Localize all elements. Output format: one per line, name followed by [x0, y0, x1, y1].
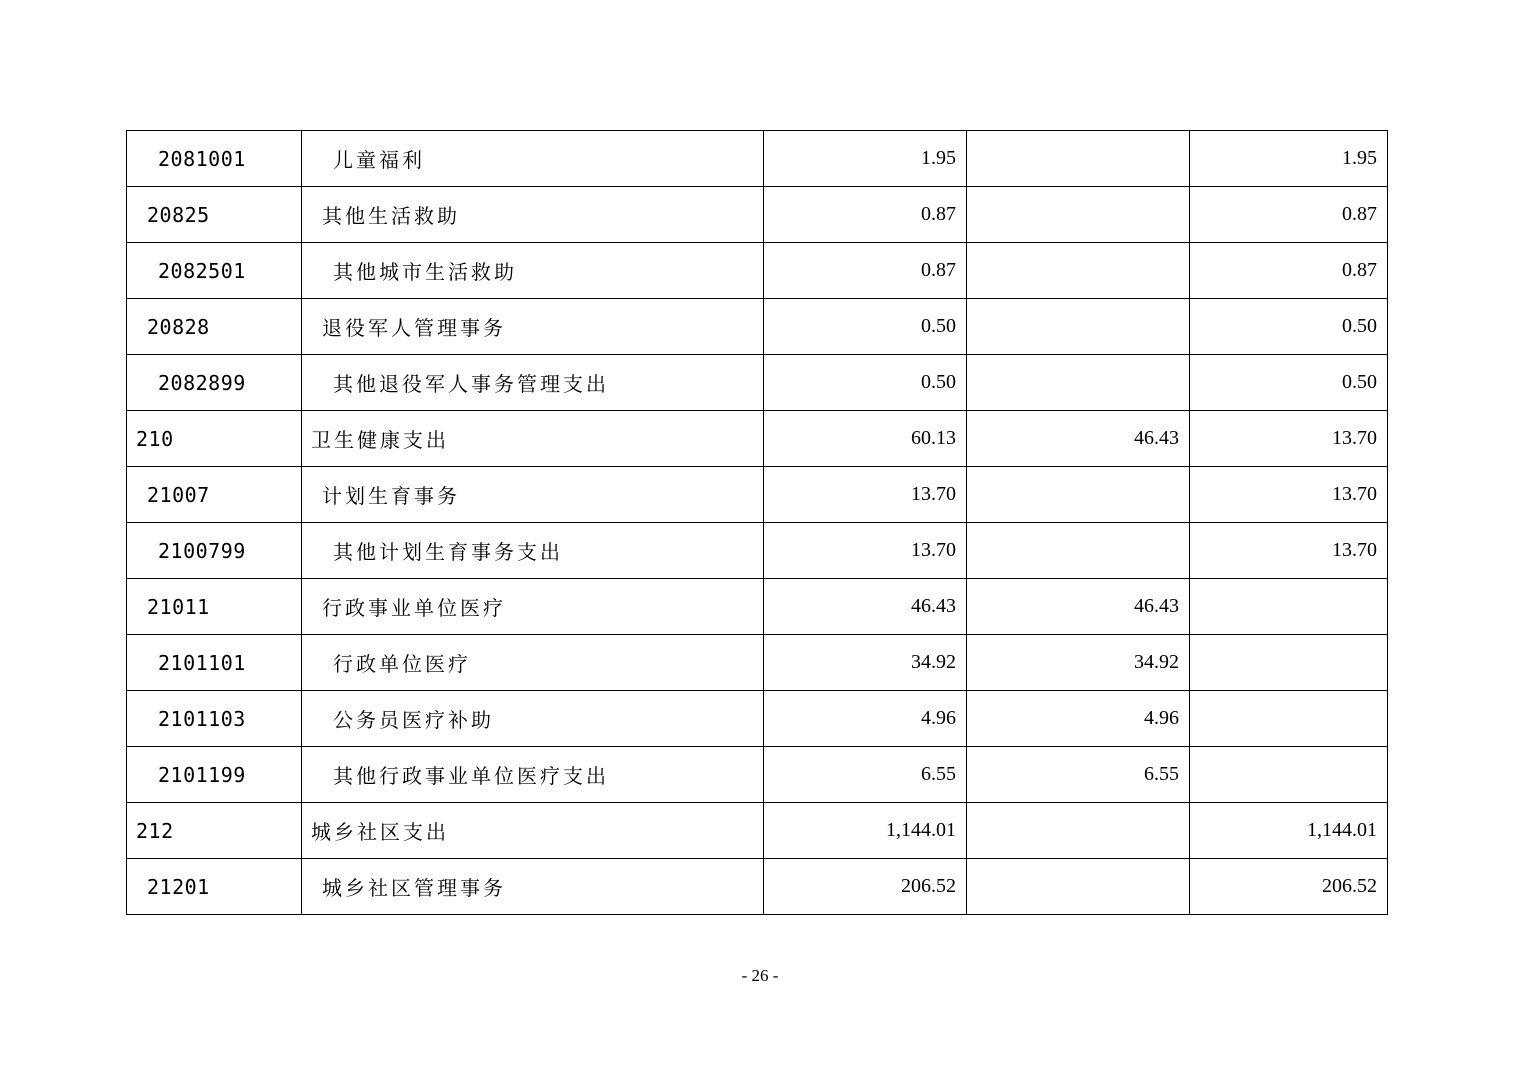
table-row	[127, 299, 1388, 355]
subject-name-cell: 城乡社区管理事务	[302, 859, 764, 915]
basic-expenditure-cell	[967, 131, 1190, 187]
project-expenditure-cell: 13.70	[1190, 411, 1388, 467]
total-amount-cell: 34.92	[764, 635, 967, 691]
table-row	[127, 747, 1388, 803]
basic-expenditure-cell	[967, 355, 1190, 411]
project-expenditure-cell	[1190, 747, 1388, 803]
table-row	[127, 131, 1388, 187]
table-row	[127, 635, 1388, 691]
subject-code-cell: 21011	[127, 579, 302, 635]
basic-expenditure-cell	[967, 467, 1190, 523]
basic-expenditure-cell: 4.96	[967, 691, 1190, 747]
project-expenditure-cell: 0.50	[1190, 355, 1388, 411]
total-amount-cell: 1.95	[764, 131, 967, 187]
project-expenditure-cell	[1190, 579, 1388, 635]
subject-code-cell: 20828	[127, 299, 302, 355]
basic-expenditure-cell: 46.43	[967, 411, 1190, 467]
table-row	[127, 859, 1388, 915]
subject-name-cell: 城乡社区支出	[302, 803, 764, 859]
subject-code-cell: 2101101	[127, 635, 302, 691]
table-row	[127, 579, 1388, 635]
project-expenditure-cell: 0.87	[1190, 243, 1388, 299]
total-amount-cell: 0.50	[764, 299, 967, 355]
project-expenditure-cell	[1190, 635, 1388, 691]
project-expenditure-cell: 0.50	[1190, 299, 1388, 355]
basic-expenditure-cell: 6.55	[967, 747, 1190, 803]
subject-code-cell: 212	[127, 803, 302, 859]
subject-name-cell: 其他计划生育事务支出	[302, 523, 764, 579]
subject-name-cell: 儿童福利	[302, 131, 764, 187]
basic-expenditure-cell: 46.43	[967, 579, 1190, 635]
table-row	[127, 411, 1388, 467]
subject-name-cell: 公务员医疗补助	[302, 691, 764, 747]
subject-name-cell: 行政事业单位医疗	[302, 579, 764, 635]
subject-name-cell: 其他城市生活救助	[302, 243, 764, 299]
total-amount-cell: 1,144.01	[764, 803, 967, 859]
total-amount-cell: 206.52	[764, 859, 967, 915]
basic-expenditure-cell	[967, 803, 1190, 859]
subject-code-cell: 2101199	[127, 747, 302, 803]
subject-name-cell: 其他行政事业单位医疗支出	[302, 747, 764, 803]
subject-name-cell: 卫生健康支出	[302, 411, 764, 467]
project-expenditure-cell: 1.95	[1190, 131, 1388, 187]
project-expenditure-cell	[1190, 691, 1388, 747]
table-row	[127, 355, 1388, 411]
basic-expenditure-cell: 34.92	[967, 635, 1190, 691]
basic-expenditure-cell	[967, 523, 1190, 579]
subject-code-cell: 2081001	[127, 131, 302, 187]
total-amount-cell: 0.87	[764, 243, 967, 299]
project-expenditure-cell: 0.87	[1190, 187, 1388, 243]
total-amount-cell: 0.50	[764, 355, 967, 411]
subject-name-cell: 行政单位医疗	[302, 635, 764, 691]
project-expenditure-cell: 13.70	[1190, 467, 1388, 523]
table-row	[127, 803, 1388, 859]
total-amount-cell: 0.87	[764, 187, 967, 243]
basic-expenditure-cell	[967, 299, 1190, 355]
subject-code-cell: 20825	[127, 187, 302, 243]
total-amount-cell: 60.13	[764, 411, 967, 467]
subject-code-cell: 21007	[127, 467, 302, 523]
table-row	[127, 243, 1388, 299]
table-row	[127, 523, 1388, 579]
subject-name-cell: 其他退役军人事务管理支出	[302, 355, 764, 411]
subject-code-cell: 2101103	[127, 691, 302, 747]
subject-code-cell: 2100799	[127, 523, 302, 579]
basic-expenditure-cell	[967, 859, 1190, 915]
table-row	[127, 691, 1388, 747]
project-expenditure-cell: 13.70	[1190, 523, 1388, 579]
project-expenditure-cell: 1,144.01	[1190, 803, 1388, 859]
total-amount-cell: 46.43	[764, 579, 967, 635]
total-amount-cell: 13.70	[764, 467, 967, 523]
subject-name-cell: 其他生活救助	[302, 187, 764, 243]
project-expenditure-cell: 206.52	[1190, 859, 1388, 915]
page-number: - 26 -	[741, 966, 779, 985]
total-amount-cell: 6.55	[764, 747, 967, 803]
total-amount-cell: 13.70	[764, 523, 967, 579]
subject-code-cell: 2082501	[127, 243, 302, 299]
subject-name-cell: 计划生育事务	[302, 467, 764, 523]
table-row	[127, 187, 1388, 243]
table-body	[127, 131, 1388, 915]
budget-expenditure-table	[126, 130, 1388, 915]
basic-expenditure-cell	[967, 243, 1190, 299]
table-row	[127, 467, 1388, 523]
total-amount-cell: 4.96	[764, 691, 967, 747]
subject-code-cell: 2082899	[127, 355, 302, 411]
subject-code-cell: 210	[127, 411, 302, 467]
subject-name-cell: 退役军人管理事务	[302, 299, 764, 355]
subject-code-cell: 21201	[127, 859, 302, 915]
basic-expenditure-cell	[967, 187, 1190, 243]
